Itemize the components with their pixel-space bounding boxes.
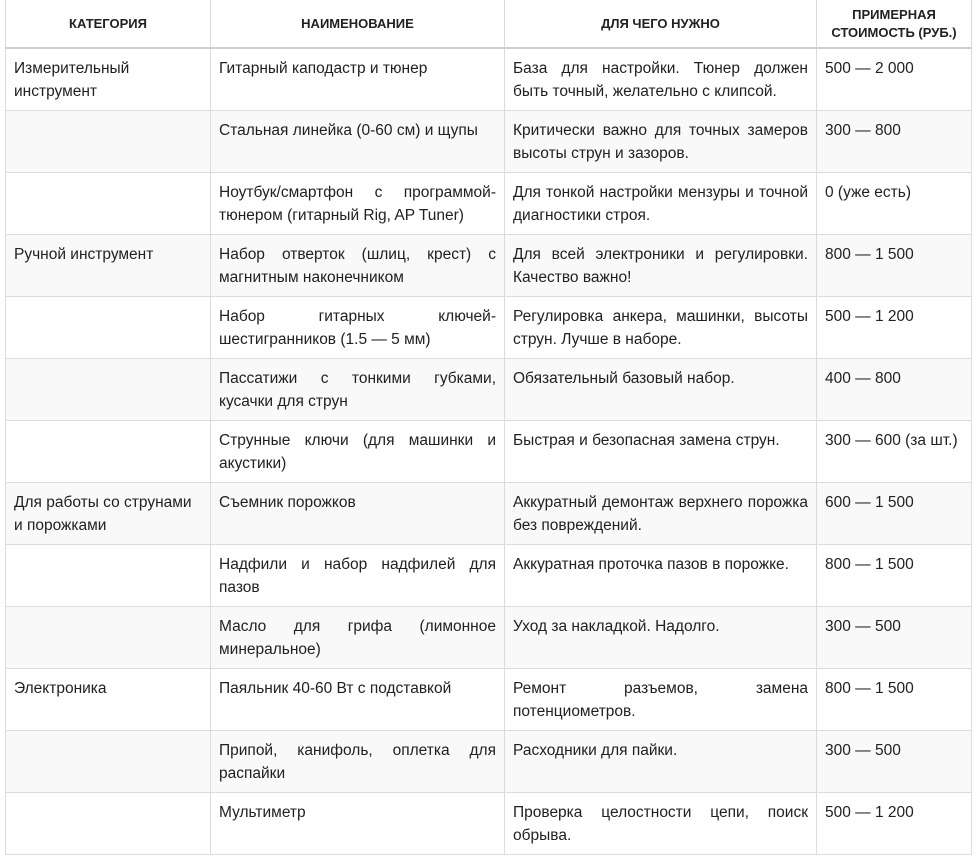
cell-name: Струнные ключи (для машинки и акустики) xyxy=(211,420,505,482)
cell-cost: 800 — 1 500 xyxy=(817,234,972,296)
cell-category xyxy=(6,792,211,854)
cell-purpose: Регулировка анкера, машинки, высоты струн. Лучше в наборе. xyxy=(505,296,817,358)
cell-category xyxy=(6,110,211,172)
cell-purpose: База для настройки. Тюнер должен быть точный, желательно с клипсой. xyxy=(505,48,817,110)
table-row xyxy=(6,172,972,234)
cell-cost: 500 — 1 200 xyxy=(817,296,972,358)
table-row xyxy=(6,606,972,668)
cell-category: Для работы со струнами и порожками xyxy=(6,482,211,544)
table-row xyxy=(6,668,972,730)
cell-purpose: Расходники для пайки. xyxy=(505,730,817,792)
header-category: КАТЕГОРИЯ xyxy=(6,0,211,48)
cell-cost: 300 — 800 xyxy=(817,110,972,172)
cell-category xyxy=(6,544,211,606)
table-row xyxy=(6,110,972,172)
cell-name: Масло для грифа (лимонное минеральное) xyxy=(211,606,505,668)
cell-category: Ручной инструмент xyxy=(6,234,211,296)
cell-purpose: Для тонкой настройки мензуры и точной диагностики строя. xyxy=(505,172,817,234)
cell-cost: 800 — 1 500 xyxy=(817,668,972,730)
table-row xyxy=(6,234,972,296)
cell-name: Паяльник 40-60 Вт с подставкой xyxy=(211,668,505,730)
table-row xyxy=(6,730,972,792)
cell-category xyxy=(6,358,211,420)
cell-name: Надфили и набор надфилей для пазов xyxy=(211,544,505,606)
cell-category xyxy=(6,296,211,358)
cell-cost: 400 — 800 xyxy=(817,358,972,420)
table-row xyxy=(6,792,972,854)
cell-name: Гитарный каподастр и тюнер xyxy=(211,48,505,110)
header-row xyxy=(6,0,972,48)
table-row xyxy=(6,48,972,110)
cell-cost: 800 — 1 500 xyxy=(817,544,972,606)
tools-table-container xyxy=(5,0,971,855)
tools-table xyxy=(5,0,972,855)
cell-cost: 600 — 1 500 xyxy=(817,482,972,544)
cell-purpose: Критически важно для точных замеров высоты струн и зазоров. xyxy=(505,110,817,172)
cell-category xyxy=(6,172,211,234)
cell-cost: 300 — 600 (за шт.) xyxy=(817,420,972,482)
cell-name: Стальная линейка (0-60 см) и щупы xyxy=(211,110,505,172)
cell-purpose: Быстрая и безопасная замена струн. xyxy=(505,420,817,482)
header-cost: ПРИМЕРНАЯ СТОИМОСТЬ (РУБ.) xyxy=(817,0,972,48)
cell-cost: 500 — 1 200 xyxy=(817,792,972,854)
header-name: НАИМЕНОВАНИЕ xyxy=(211,0,505,48)
table-row xyxy=(6,420,972,482)
header-purpose: ДЛЯ ЧЕГО НУЖНО xyxy=(505,0,817,48)
cell-purpose: Проверка целостности цепи, поиск обрыва. xyxy=(505,792,817,854)
cell-name: Ноутбук/смартфон с программой-тюнером (гитарный Rig, AP Tuner) xyxy=(211,172,505,234)
cell-purpose: Аккуратная проточка пазов в порожке. xyxy=(505,544,817,606)
cell-name: Набор гитарных ключей-шестигранников (1.5 — 5 мм) xyxy=(211,296,505,358)
cell-category: Измерительный инструмент xyxy=(6,48,211,110)
cell-purpose: Аккуратный демонтаж верхнего порожка без повреждений. xyxy=(505,482,817,544)
cell-name: Мультиметр xyxy=(211,792,505,854)
cell-category xyxy=(6,730,211,792)
cell-cost: 300 — 500 xyxy=(817,730,972,792)
cell-name: Пассатижи с тонкими губками, кусачки для струн xyxy=(211,358,505,420)
table-header xyxy=(6,0,972,48)
cell-cost: 300 — 500 xyxy=(817,606,972,668)
cell-name: Набор отверток (шлиц, крест) с магнитным наконечником xyxy=(211,234,505,296)
table-row xyxy=(6,358,972,420)
table-row xyxy=(6,544,972,606)
cell-category xyxy=(6,606,211,668)
table-body xyxy=(6,48,972,854)
cell-category xyxy=(6,420,211,482)
cell-name: Припой, канифоль, оплетка для распайки xyxy=(211,730,505,792)
cell-cost: 500 — 2 000 xyxy=(817,48,972,110)
cell-purpose: Уход за накладкой. Надолго. xyxy=(505,606,817,668)
table-row xyxy=(6,296,972,358)
cell-purpose: Обязательный базовый набор. xyxy=(505,358,817,420)
table-row xyxy=(6,482,972,544)
cell-category: Электроника xyxy=(6,668,211,730)
cell-purpose: Для всей электроники и регулировки. Качество важно! xyxy=(505,234,817,296)
cell-cost: 0 (уже есть) xyxy=(817,172,972,234)
cell-name: Съемник порожков xyxy=(211,482,505,544)
cell-purpose: Ремонт разъемов, замена потенциометров. xyxy=(505,668,817,730)
